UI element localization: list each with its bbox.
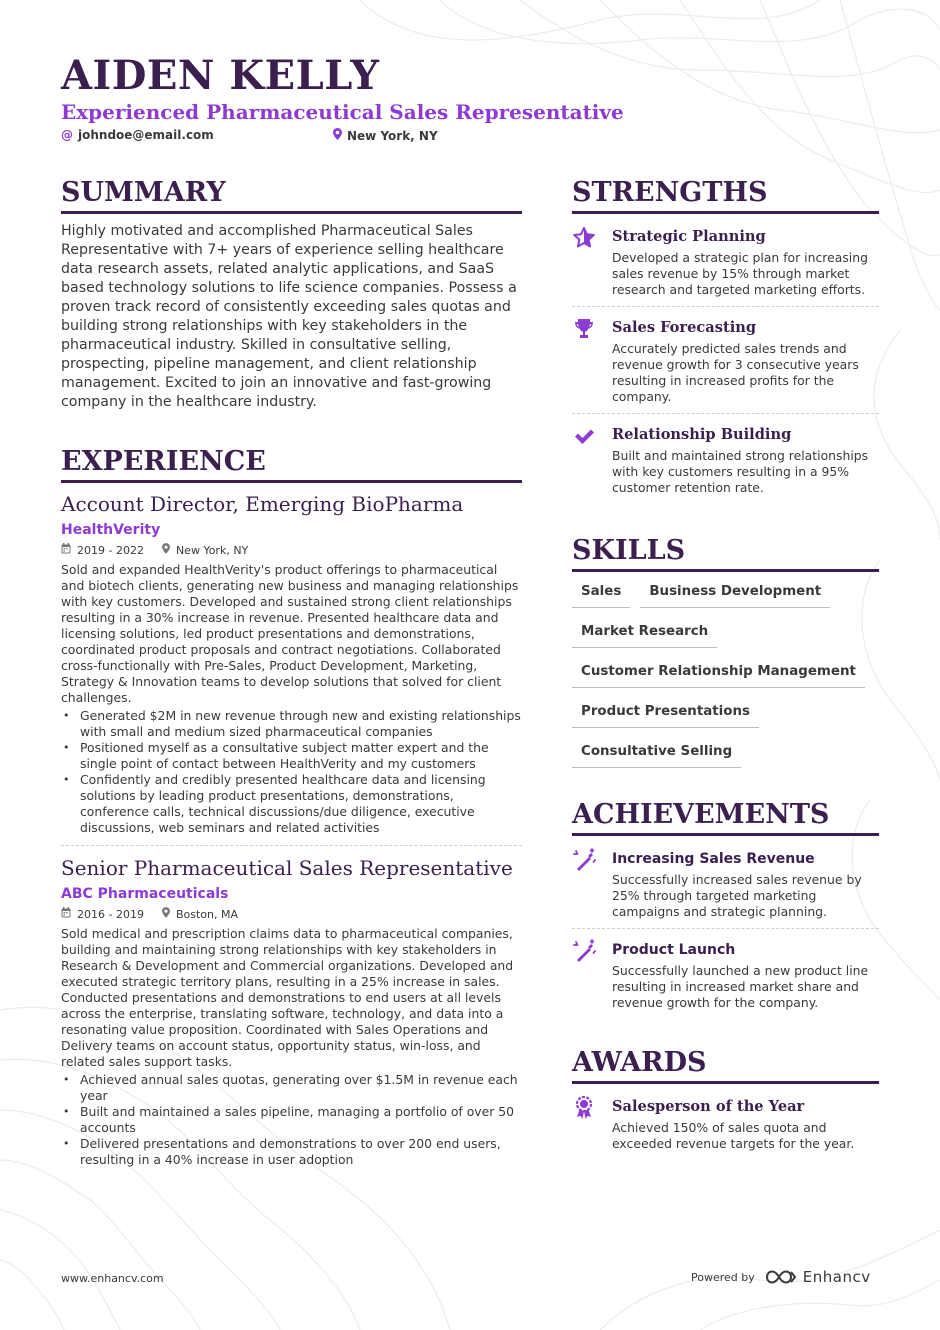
strengths-section [572, 176, 879, 496]
job-entry [61, 854, 522, 1168]
award-item [572, 1096, 879, 1152]
job-dates: 2016 - 2019 [77, 908, 144, 921]
job-bullets [61, 708, 522, 836]
star-icon [572, 226, 600, 250]
footer-branding[interactable] [691, 1268, 871, 1286]
experience-heading: EXPERIENCE [61, 445, 522, 483]
trophy-icon [572, 317, 600, 341]
strengths-heading: STRENGTHS [572, 176, 879, 214]
job-title: Account Director, Emerging BioPharma [61, 492, 464, 516]
powered-by-label: Powered by [691, 1270, 755, 1284]
list-item: • Achieved annual sales quotas, generating over $1.5M in revenue each year [61, 1072, 522, 1104]
location-pin-icon [162, 543, 170, 559]
enhancv-logo-icon [765, 1269, 797, 1285]
divider [572, 413, 879, 414]
list-item: • Built and maintained a sales pipeline, managing a portfolio of over 50 accounts [61, 1104, 522, 1136]
at-sign-icon: @ [61, 128, 73, 142]
strength-description: Developed a strategic plan for increasing sales revenue by 15% through market research and targeted marketing efforts. [612, 250, 868, 297]
achievement-title: Product Launch [612, 942, 736, 958]
job-meta [61, 543, 522, 559]
awards-section [572, 1046, 879, 1152]
strength-description: Accurately predicted sales trends and revenue growth for 3 consecutive years resulting in increased profits for the company. [612, 341, 859, 404]
candidate-title: Experienced Pharmaceutical Sales Representative [61, 100, 624, 124]
achievement-description: Successfully launched a new product line resulting in increased market share and revenue growth for the company. [612, 963, 869, 1010]
strength-item [572, 226, 879, 298]
contact-email[interactable] [61, 128, 214, 142]
achievement-item [572, 939, 879, 1011]
magic-wand-icon [572, 848, 600, 872]
strength-title: Sales Forecasting [612, 319, 757, 336]
strength-item [572, 424, 879, 496]
experience-section [61, 445, 522, 1168]
job-description: Sold and expanded HealthVerity's product offerings to pharmaceutical and biotech clients, generating new business and managing relationships with key customers. Developed and sustained strong client relationships resulting in a 30% increase in revenue. Presented healthcare data and licensing solutions, led product presentations and demonstrations, coordinated product proposals and contract negotiations. Collaborated cross-functionally with Pre-Sales, Product Development, Marketing, Strategy & Innovation teams to develop solutions that solved for client challenges. [61, 562, 519, 705]
job-location: Boston, MA [175, 908, 238, 921]
skills-heading: SKILLS [572, 534, 879, 572]
achievement-description: Successfully increased sales revenue by 25% through targeted marketing campaigns and strategic planning. [612, 872, 862, 919]
location-text: New York, NY [347, 128, 438, 143]
job-dates: 2019 - 2022 [77, 544, 144, 557]
job-entry [61, 490, 522, 836]
job-title: Senior Pharmaceutical Sales Representative [61, 856, 513, 880]
achievements-section [572, 798, 879, 1011]
strength-title: Strategic Planning [612, 228, 766, 245]
strength-item [572, 317, 879, 405]
divider [61, 845, 522, 846]
job-bullets [61, 1072, 522, 1168]
company-name: HealthVerity [61, 522, 161, 538]
skill-tag: Business Development [640, 580, 830, 608]
achievement-title: Increasing Sales Revenue [612, 851, 815, 867]
list-item: • Confidently and credibly presented healthcare data and licensing solutions by leading product presentations, demonstrations, conference calls, technical discussions/due diligence, executive discussions, web seminars and related activities [61, 772, 522, 836]
skill-tag: Consultative Selling [572, 740, 741, 768]
achievements-heading: ACHIEVEMENTS [572, 798, 879, 836]
location-pin-icon [333, 128, 342, 143]
achievement-item [572, 848, 879, 920]
job-location: New York, NY [175, 544, 249, 557]
checkmark-icon [572, 424, 600, 448]
contact-location [333, 128, 438, 143]
summary-heading: SUMMARY [61, 176, 522, 214]
award-description: Achieved 150% of sales quota and exceeded revenue targets for the year. [612, 1120, 855, 1151]
list-item: • Generated $2M in new revenue through new and existing relationships with small and medium sized pharmaceutical companies [61, 708, 522, 740]
divider [572, 306, 879, 307]
calendar-icon [61, 907, 71, 923]
candidate-name: AIDEN KELLY [61, 52, 380, 99]
list-item: • Positioned myself as a consultative subject matter expert and the single point of contact between HealthVerity and my customers [61, 740, 522, 772]
location-pin-icon [162, 907, 170, 923]
award-title: Salesperson of the Year [612, 1098, 805, 1115]
divider [572, 928, 879, 929]
summary-text: Highly motivated and accomplished Pharmaceutical Sales Representative with 7+ years of experience selling healthcare data research assets, related analytic applications, and SaaS based technology solutions to life science companies. Possess a proven track record of consistently exceeding sales quotas and building strong relationships with key stakeholders in the pharmaceutical industry. Skilled in consultative selling, prospecting, pipeline management, and client relationship management. Excited to join an innovative and fast-growing company in the healthcare industry. [61, 223, 517, 410]
skill-tag: Product Presentations [572, 700, 759, 728]
list-item: • Delivered presentations and demonstrations to over 200 end users, resulting in a 40% increase in user adoption [61, 1136, 522, 1168]
strength-description: Built and maintained strong relationships with key customers resulting in a 95% customer retention rate. [612, 448, 869, 495]
skill-tag: Sales [572, 580, 630, 608]
magic-wand-icon [572, 939, 600, 963]
skill-tag: Customer Relationship Management [572, 660, 865, 688]
job-description: Sold medical and prescription claims data to pharmaceutical companies, building and maintaining strong relationships with key stakeholders in Research & Development and Commercial organizations. Developed and executed strategic territory plans, resulting in a 25% increase in sales. Conducted presentations and demonstrations to end users at all levels across the enterprise, translating software, technology, and data into a resonating value proposition. Coordinated with Sales Operations and Delivery teams on account status, opportunity status, win-loss, and related sales support tasks. [61, 926, 514, 1069]
strength-title: Relationship Building [612, 426, 792, 443]
company-name: ABC Pharmaceuticals [61, 886, 229, 902]
calendar-icon [61, 543, 71, 559]
job-meta [61, 907, 522, 923]
award-medal-icon [572, 1096, 600, 1120]
skills-list [572, 580, 879, 768]
email-text: johndoe@email.com [78, 128, 214, 142]
awards-heading: AWARDS [572, 1046, 879, 1084]
brand-name: Enhancv [802, 1268, 871, 1286]
footer-website-link[interactable]: www.enhancv.com [61, 1272, 164, 1285]
skills-section [572, 534, 879, 780]
brand-logo [765, 1268, 871, 1286]
skill-tag: Market Research [572, 620, 717, 648]
summary-section [61, 176, 522, 412]
